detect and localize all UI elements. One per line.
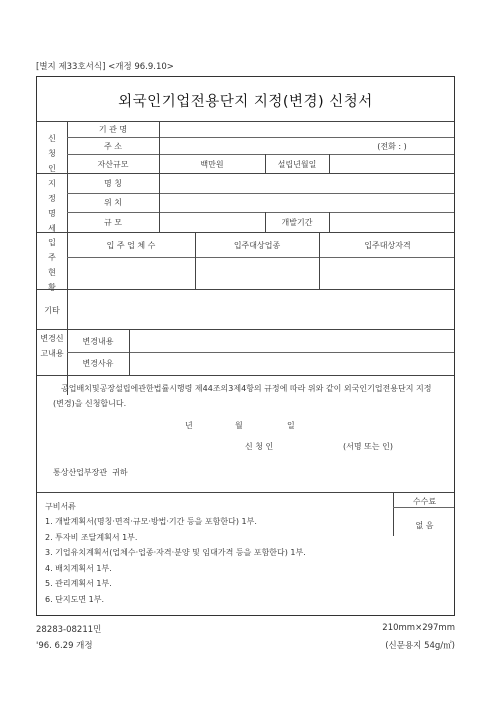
development-period-label: 개발기간 xyxy=(281,218,313,227)
tenant-industry-header: 입주대상업종 xyxy=(233,241,281,250)
row-line xyxy=(67,137,454,138)
tenant-section-label: 입주현황 xyxy=(48,238,56,292)
cell-line xyxy=(329,212,330,232)
divider xyxy=(37,121,454,122)
recipient xyxy=(53,465,128,480)
recipient-name: 통상산업부장관 xyxy=(53,468,108,477)
address-label: 주 소 xyxy=(104,142,122,151)
fee-value: 없 음 xyxy=(415,521,434,530)
date-year-label: 년 xyxy=(185,421,193,430)
row-line xyxy=(67,257,454,258)
change-content-label: 변경내용 xyxy=(82,337,114,346)
statement-body: 공업배치및공장설립에관한법률시행령 제44조의3제4항의 규정에 따라 위와 같이 외국인기업전용단지 지정(변경)을 신청합니다. xyxy=(53,384,432,408)
attachment-item: 2. 투자비 조달계획서 1부. xyxy=(45,532,138,542)
row-line xyxy=(67,193,454,194)
founded-label: 설립년월일 xyxy=(277,160,317,169)
attachment-item: 4. 배치계획서 1부. xyxy=(45,563,112,573)
change-section-label: 변경신고내용 xyxy=(40,334,64,358)
paper-type: (신문용지 54g/㎡) xyxy=(385,641,455,651)
designated-name-label: 명 칭 xyxy=(104,179,122,188)
recipient-suffix: 귀하 xyxy=(112,468,128,477)
form-title: 외국인기업전용단지 지정(변경) 신청서 xyxy=(118,94,373,110)
revision-date: '96. 6.29 개정 xyxy=(36,641,93,651)
divider xyxy=(37,173,454,174)
attachments-title: 구비서류 xyxy=(45,502,76,511)
row-line xyxy=(67,154,454,155)
fee-label: 수수료 xyxy=(412,497,437,506)
attachment-item: 6. 단지도면 1부. xyxy=(45,594,104,604)
capital-unit: 백만원 xyxy=(200,160,224,169)
applicant-signature-label: 신 청 인 xyxy=(245,442,274,451)
cell-line xyxy=(129,329,130,375)
designated-section-label: 지정명세 xyxy=(48,179,56,233)
attachment-item: 3. 기업유치계획서(업체수·업종·자격·분양 및 임대가격 등을 포함한다) 1부. xyxy=(45,548,306,557)
row-line xyxy=(393,507,454,508)
attachment-item: 5. 관리계획서 1부. xyxy=(45,579,112,588)
application-form xyxy=(36,76,455,616)
cell-line xyxy=(159,173,160,232)
tenant-company-count-header: 입 주 업 체 수 xyxy=(106,241,156,250)
capital-label: 자산규모 xyxy=(97,160,129,169)
divider xyxy=(37,375,454,376)
paper-size: 210mm×297mm xyxy=(382,623,455,633)
row-line xyxy=(67,352,454,353)
designated-scale-label: 규 모 xyxy=(104,218,122,227)
change-reason-label: 변경사유 xyxy=(82,359,114,368)
other-label: 기타 xyxy=(44,306,60,315)
divider xyxy=(37,329,454,330)
phone-label: (전화 : ) xyxy=(377,142,407,151)
cell-line xyxy=(329,154,330,173)
attachments-list xyxy=(45,514,390,607)
form-number: 28283-08211민 xyxy=(36,625,102,635)
tenant-qualification-header: 입주대상자격 xyxy=(364,241,411,250)
applicant-section-label: 신청인 xyxy=(48,134,56,173)
attachment-item: 1. 개발계획서(명칭·면적·규모·방법·기간 등을 포함한다) 1부. xyxy=(45,517,257,526)
designated-location-label: 위 치 xyxy=(104,198,122,207)
divider xyxy=(37,492,454,493)
row-line xyxy=(67,212,454,213)
org-name-label: 기 관 명 xyxy=(98,125,128,134)
divider xyxy=(37,232,454,233)
date-month-label: 월 xyxy=(235,421,243,430)
signature-note: (서명 또는 인) xyxy=(343,442,393,451)
date-day-label: 일 xyxy=(287,421,295,430)
divider xyxy=(37,289,454,290)
form-header-note: [별지 제33호서식] <개정 96.9.10> xyxy=(36,62,174,72)
